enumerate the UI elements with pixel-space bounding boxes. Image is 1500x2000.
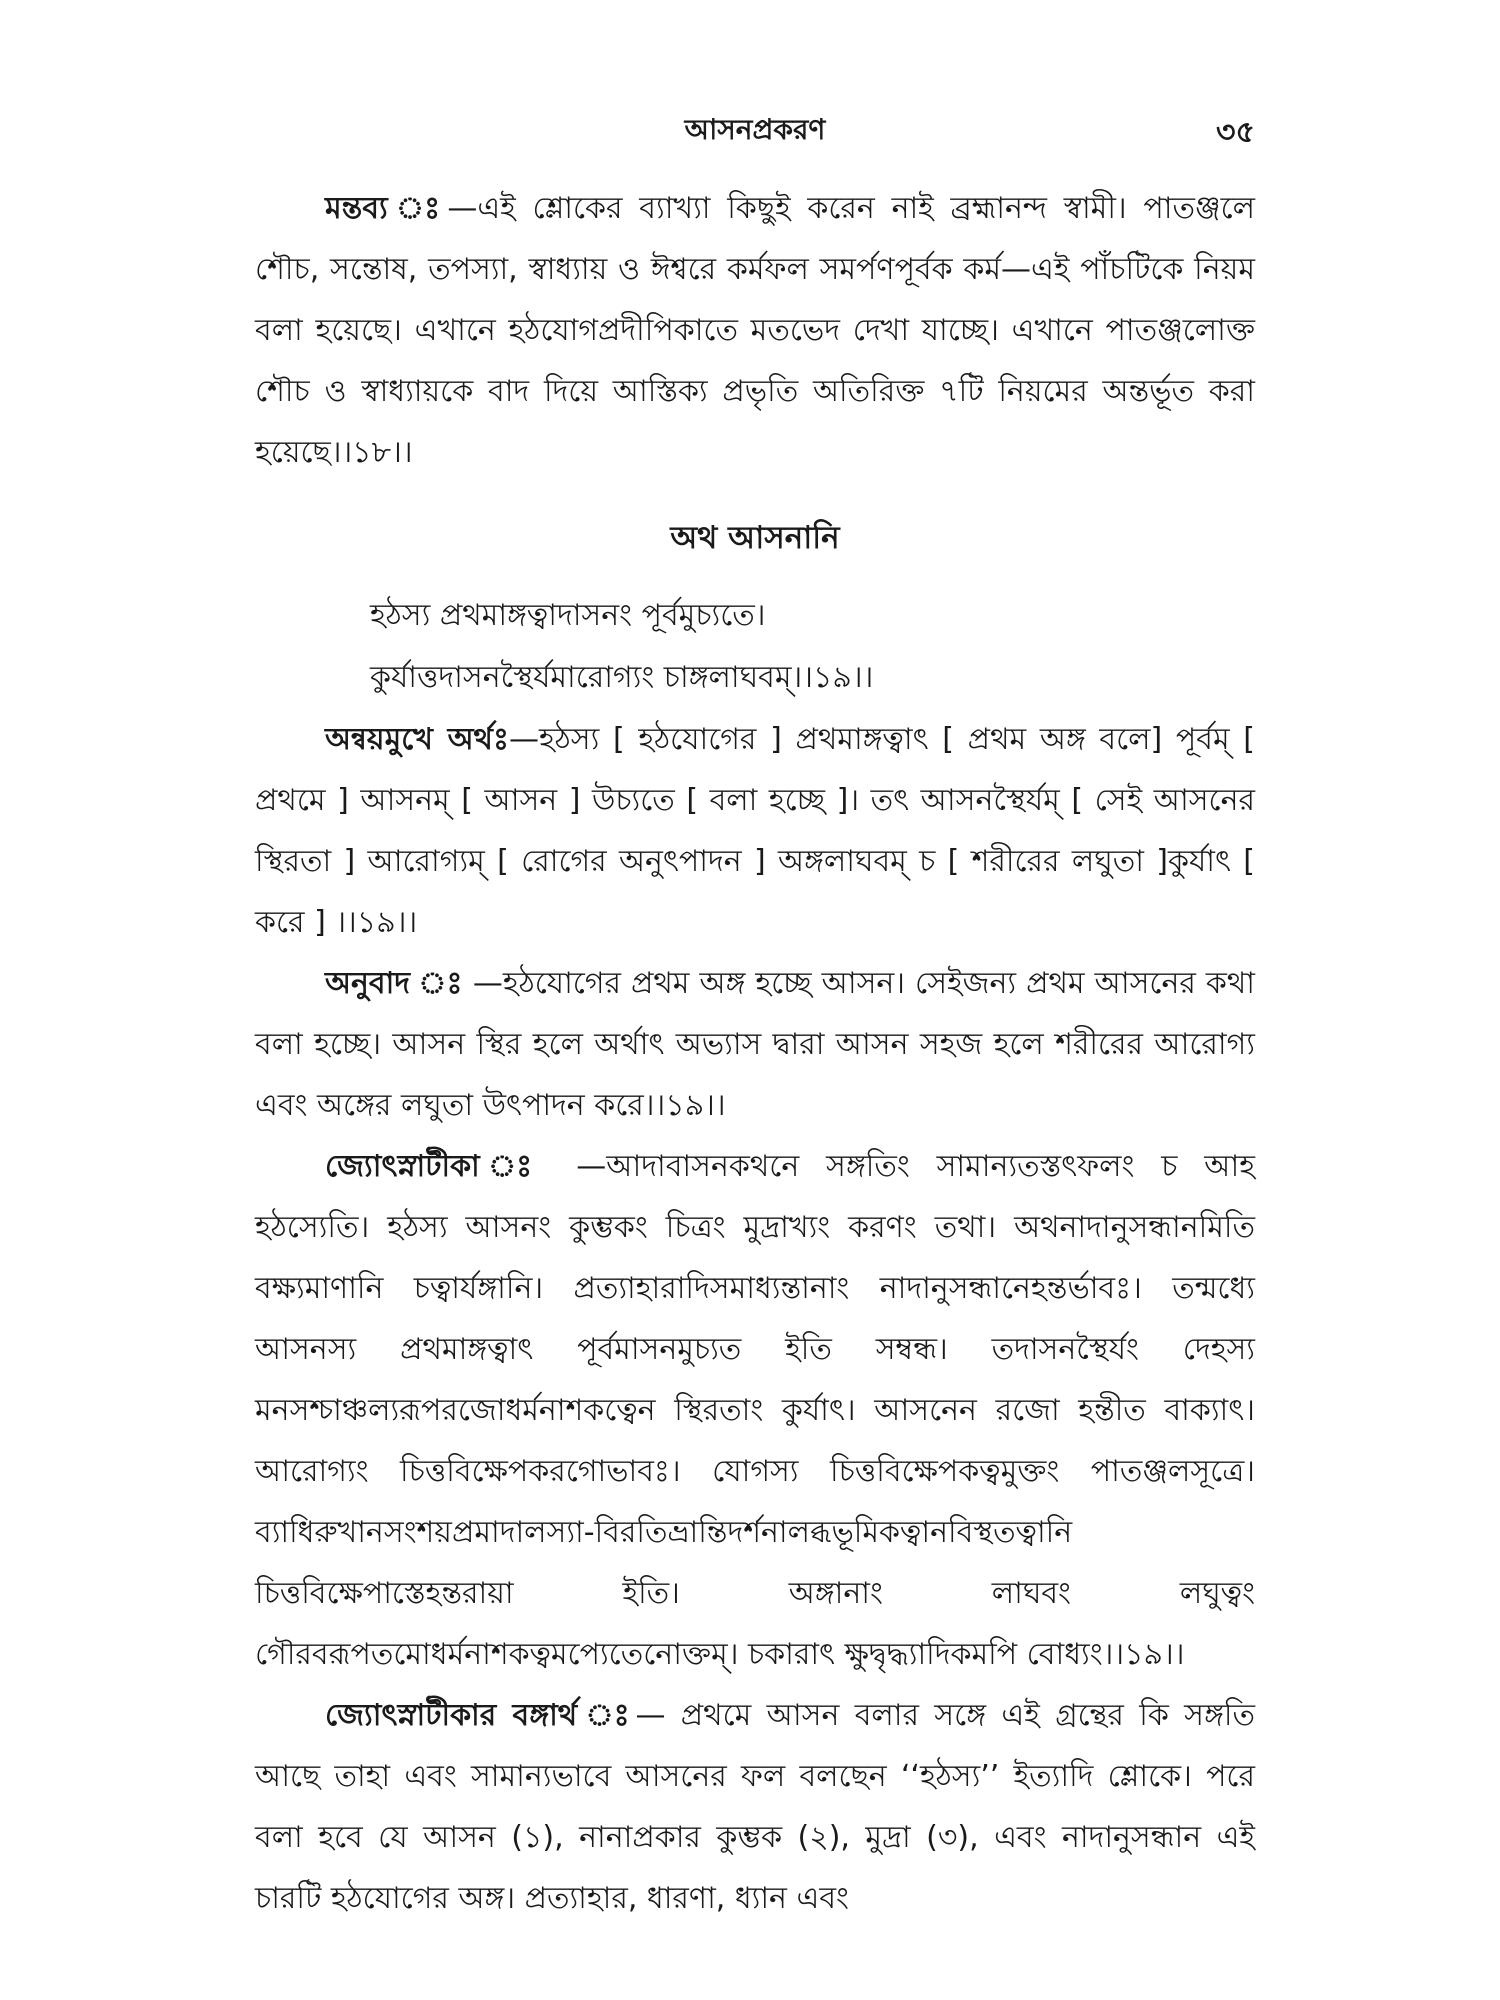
section-heading: অথ আসনানি	[670, 520, 840, 556]
bangartha-paragraph	[255, 1685, 1255, 1929]
bangartha-text: — প্রথমে আসন বলার সঙ্গে এই গ্রন্থের কি সঙ্গতি আছে তাহা এবং সামান্যভাবে আসনের ফল বলছেন ‘‘হঠস্য’’ ইত্যাদি শ্লোকে। পরে বলা হবে যে আসন (১), নানাপ্রকার কুম্ভক (২), মুদ্রা (৩), এবং নাদানুসন্ধান এই চারটি হঠযোগের অঙ্গ। প্রত্যাহার, ধারণা, ধ্যান এবং	[255, 1698, 1255, 1916]
anvaya-lead: অন্বয়মুখে অর্থঃ	[325, 722, 509, 757]
running-header	[255, 108, 1255, 148]
running-title: আসনপ্রকরণ	[684, 113, 826, 146]
verse-line-2: কুর্যাত্তদাসনস্থৈর্যমারোগ্যং চাঙ্গলাঘবম্।।১৯।।	[370, 660, 874, 695]
bangartha-lead: জ্যোৎস্নাটীকার বঙ্গার্থ ঃ	[325, 1698, 636, 1733]
anubad-text: —হঠযোগের প্রথম অঙ্গ হচ্ছে আসন। সেইজন্য প্রথম আসনের কথা বলা হচ্ছে। আসন স্থির হলে অর্থাৎ অভ্যাস দ্বারা আসন সহজ হলে শরীরের আরোগ্য এবং অঙ্গের লঘুতা উৎপাদন করে।।১৯।।	[255, 966, 1255, 1123]
anvaya-paragraph	[255, 709, 1255, 953]
jyotsna-lead: জ্যোৎস্নাটীকা ঃ	[325, 1149, 550, 1184]
page-number: ৩৫	[1216, 115, 1255, 150]
jyotsna-paragraph	[255, 1136, 1255, 1685]
anubad-paragraph	[255, 953, 1255, 1136]
commentary-paragraph	[255, 178, 1255, 483]
body-text	[255, 178, 1255, 1929]
anvaya-text: —হঠস্য [ হঠযোগের ] প্রথমাঙ্গত্বাৎ [ প্রথম অঙ্গ বলে] পূর্বম্ [ প্রথমে ] আসনম্ [ আসন ] উচ্যতে [ বলা হচ্ছে ]। তৎ আসনস্থৈর্যম্ [ সেই আসনের স্থিরতা ] আরোগ্যম্ [ রোগের অনুৎপাদন ] অঙ্গলাঘবম্ চ [ শরীরের লঘুতা ]কুর্যাৎ [ করে ] ।।১৯।।	[255, 722, 1255, 940]
commentary-text: —এই শ্লোকের ব্যাখ্যা কিছুই করেন নাই ব্রহ্মানন্দ স্বামী। পাতঞ্জলে শৌচ, সন্তোষ, তপস্যা, স্বাধ্যায় ও ঈশ্বরে কর্মফল সমর্পণপূর্বক কর্ম—এই পাঁচটিকে নিয়ম বলা হয়েছে। এখানে হঠযোগপ্রদীপিকাতে মতভেদ দেখা যাচ্ছে। এখানে পাতঞ্জলোক্ত শৌচ ও স্বাধ্যায়কে বাদ দিয়ে আস্তিক্য প্রভৃতি অতিরিক্ত ৭টি নিয়মের অন্তর্ভূত করা হয়েছে।।১৮।।	[255, 191, 1256, 470]
verse-line-1: হঠস্য প্রথমাঙ্গত্বাদাসনং পূর্বমুচ্যতে।	[370, 598, 766, 633]
jyotsna-text: —আদাবাসনকথনে সঙ্গতিং সামান্যতস্তৎফলং চ আহ হঠস্যেতি। হঠস্য আসনং কুম্ভকং চিত্রং মুদ্রাখ্যং করণং তথা। অথনাদানুসন্ধানমিতি বক্ষ্যমাণানি চত্বার্যঙ্গানি। প্রত্যাহারাদিসমাধ্যন্তানাং নাদানুসন্ধানেহন্তর্ভাবঃ। তন্মধ্যে আসনস্য প্রথমাঙ্গত্বাৎ পূর্বমাসনমুচ্যত ইতি সম্বন্ধ। তদাসনস্থৈর্যং দেহস্য মনসশ্চাঞ্চল্যরূপরজোধর্মনাশকত্বেন স্থিরতাং কুর্যাৎ। আসনেন রজো হন্তীত বাক্যাৎ। আরোগ্যং চিত্তবিক্ষেপকরগোভাবঃ। যোগস্য চিত্তবিক্ষেপকত্বমুক্তং পাতঞ্জলসূত্রে। ব্যাধিরুখানসংশয়প্রমাদালস্যা-বিরতিভ্রান্তিদর্শনালব্ধভূমিকত্বানবিস্থতত্বানি চিত্তবিক্ষেপাস্তেহন্তরায়া ইতি। অঙ্গানাং লাঘবং লঘুত্বং গৌরবরূপতমোধর্মনাশকত্বমপ্যেতেনোক্তম্। চকারাৎ ক্ষুদ্বৃদ্ধ্যাদিকমপি বোধ্যং।।১৯।।	[255, 1149, 1255, 1672]
anubad-lead: অনুবাদ ঃ	[325, 966, 463, 1001]
commentary-lead: মন্তব্য ঃ	[325, 191, 448, 226]
